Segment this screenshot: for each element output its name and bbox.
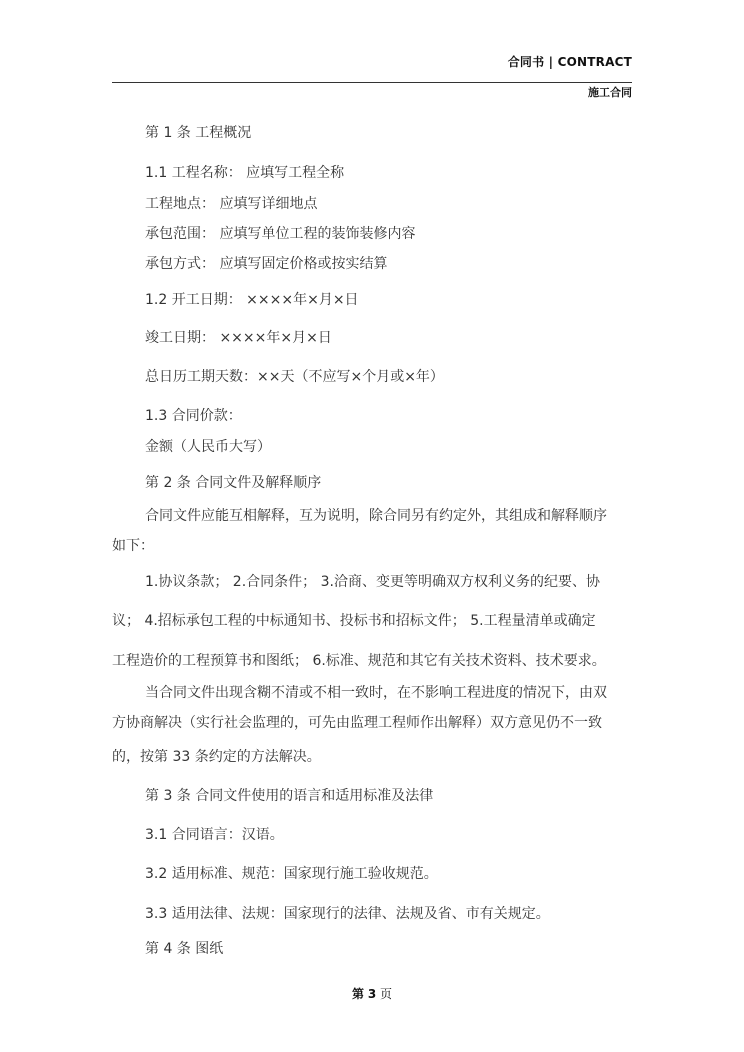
- header-title: 合同书 | CONTRACT: [507, 55, 632, 69]
- paragraph-line: 的，按第 33 条约定的方法解决。: [112, 749, 321, 765]
- page-prefix: 第: [351, 987, 364, 1001]
- header-subtitle: 施工合同: [588, 86, 632, 99]
- article-2-heading: 第 2 条 合同文件及解释顺序: [145, 475, 322, 491]
- paragraph-line: 1.协议条款； 2.合同条件； 3.洽商、变更等明确双方权利义务的纪要、协: [145, 574, 600, 590]
- laws-line: 3.3 适用法律、法规：国家现行的法律、法规及省、市有关规定。: [145, 906, 550, 922]
- paragraph-line: 如下：: [112, 538, 154, 554]
- standards-line: 3.2 适用标准、规范：国家现行施工验收规范。: [145, 866, 438, 882]
- contract-language-line: 3.1 合同语言：汉语。: [145, 827, 284, 843]
- paragraph-line: 当合同文件出现含糊不清或不相一致时，在不影响工程进度的情况下，由双: [145, 685, 607, 701]
- paragraph-line: 方协商解决（实行社会监理的，可先由监理工程师作出解释）双方意见仍不一致: [112, 715, 602, 731]
- total-days-line: 总日历工期天数：××天（不应写×个月或×年）: [145, 369, 444, 385]
- paragraph-line: 合同文件应能互相解释，互为说明，除合同另有约定外，其组成和解释顺序: [145, 508, 607, 524]
- page-number: [0, 985, 744, 1002]
- header-divider: [112, 82, 632, 83]
- contract-method-line: 承包方式： 应填写固定价格或按实结算: [145, 256, 388, 272]
- paragraph-line: 工程造价的工程预算书和图纸； 6.标准、规范和其它有关技术资料、技术要求。: [112, 653, 606, 669]
- completion-date-line: 竣工日期： ××××年×月×日: [145, 330, 332, 346]
- page-suffix: 页: [380, 987, 393, 1001]
- paragraph-line: 议； 4.招标承包工程的中标通知书、投标书和招标文件； 5.工程量清单或确定: [112, 613, 596, 629]
- project-location-line: 工程地点： 应填写详细地点: [145, 196, 318, 212]
- page-num: 3: [367, 987, 377, 1001]
- amount-line: 金额（人民币大写）: [145, 439, 271, 455]
- start-date-line: 1.2 开工日期： ××××年×月×日: [145, 292, 359, 308]
- article-4-heading: 第 4 条 图纸: [145, 941, 224, 957]
- contract-price-line: 1.3 合同价款：: [145, 408, 242, 424]
- project-name-line: 1.1 工程名称： 应填写工程全称: [145, 165, 345, 181]
- contract-scope-line: 承包范围： 应填写单位工程的装饰装修内容: [145, 226, 416, 242]
- article-1-heading: 第 1 条 工程概况: [145, 125, 252, 141]
- article-3-heading: 第 3 条 合同文件使用的语言和适用标准及法律: [145, 788, 434, 804]
